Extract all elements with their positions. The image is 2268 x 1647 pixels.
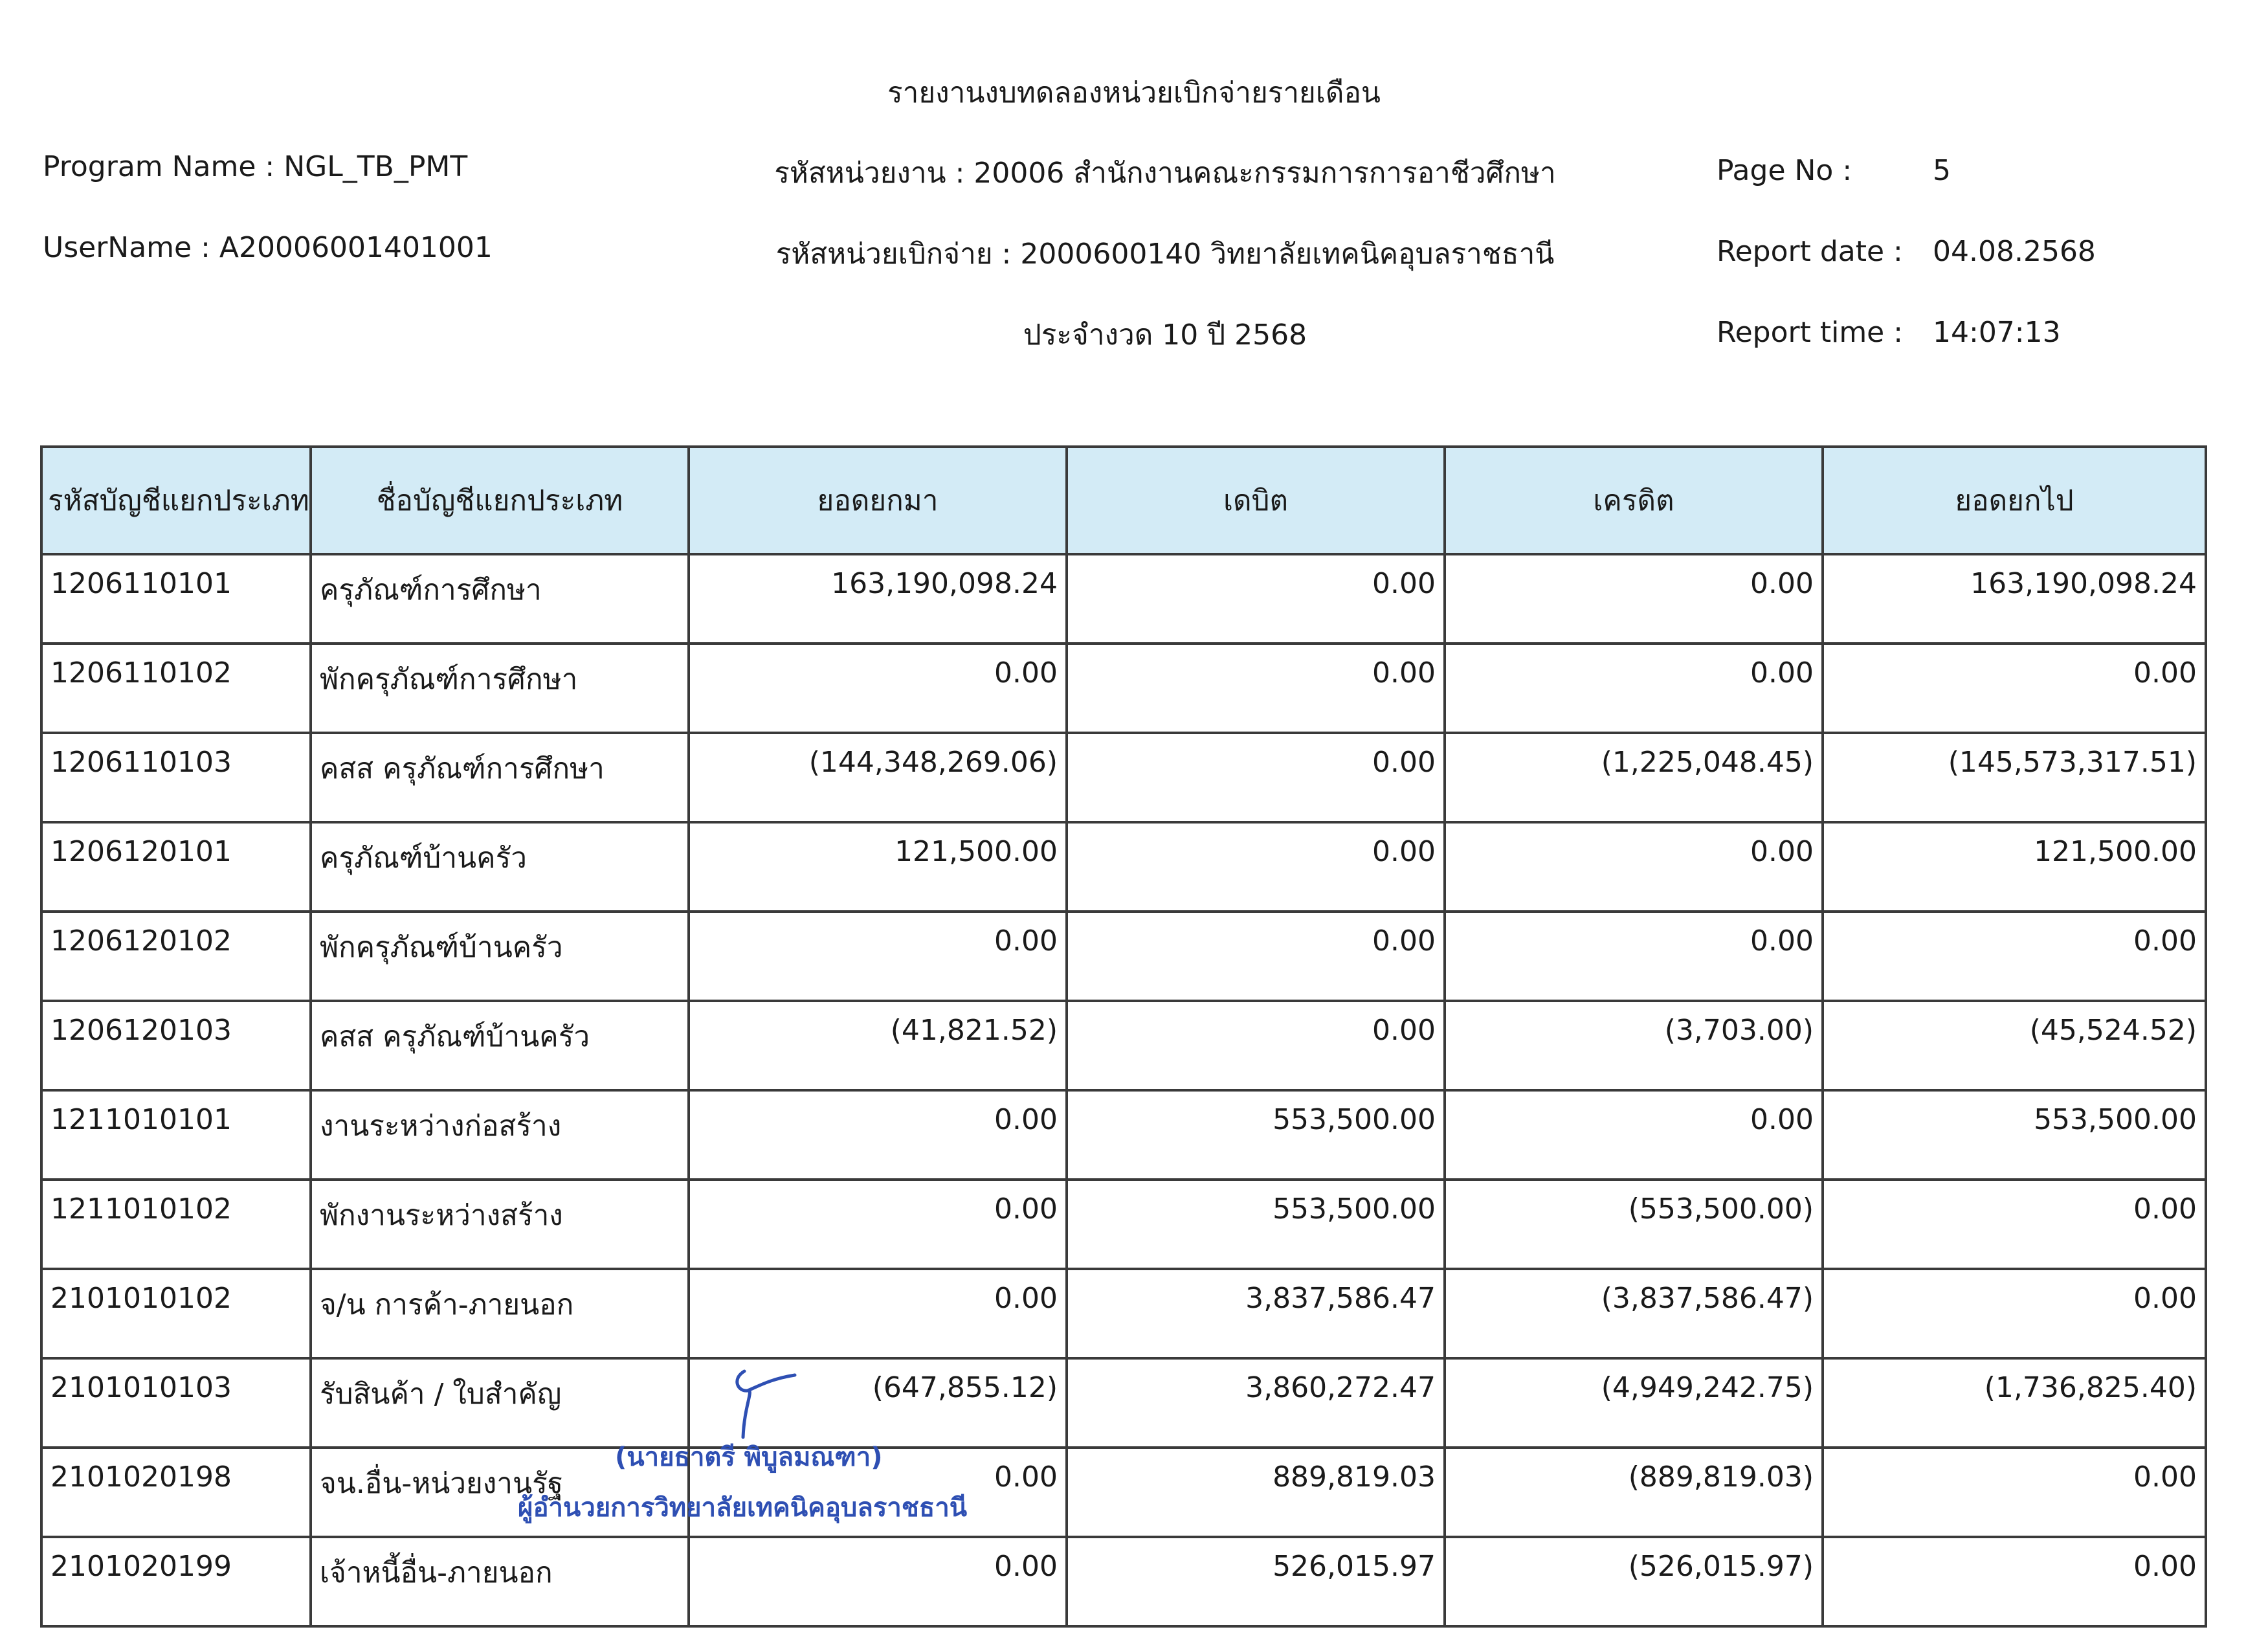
- cell-account-code: 2101020199: [41, 1537, 311, 1626]
- cell-debit: 0.00: [1067, 1001, 1445, 1090]
- cell-opening-balance: 0.00: [689, 1090, 1067, 1180]
- cell-account-name: พักครุภัณฑ์บ้านครัว: [311, 912, 689, 1001]
- cell-debit: 0.00: [1067, 822, 1445, 912]
- cell-credit: (4,949,242.75): [1445, 1358, 1823, 1448]
- cell-opening-balance: 0.00: [689, 1180, 1067, 1269]
- cell-account-code: 1206110103: [41, 733, 311, 822]
- report-date-label: Report date :: [1717, 235, 1903, 268]
- cell-debit: 889,819.03: [1067, 1448, 1445, 1537]
- cell-opening-balance: 0.00: [689, 1269, 1067, 1358]
- cell-account-name: คสส ครุภัณฑ์การศึกษา: [311, 733, 689, 822]
- program-name: Program Name : NGL_TB_PMT: [43, 150, 468, 183]
- table-row: [41, 554, 2206, 644]
- table-row: [41, 1269, 2206, 1358]
- cell-opening-balance: 0.00: [689, 644, 1067, 733]
- cell-debit: 526,015.97: [1067, 1537, 1445, 1626]
- cell-account-name: คสส ครุภัณฑ์บ้านครัว: [311, 1001, 689, 1090]
- cell-credit: (3,837,586.47): [1445, 1269, 1823, 1358]
- cell-opening-balance: 163,190,098.24: [689, 554, 1067, 644]
- cell-account-name: ครุภัณฑ์การศึกษา: [311, 554, 689, 644]
- cell-account-code: 1206120103: [41, 1001, 311, 1090]
- disbursing-unit-line: รหัสหน่วยเบิกจ่าย : 2000600140 วิทยาลัยเทคนิคอุบลราชธานี: [775, 238, 1555, 271]
- page-no-value: 5: [1933, 154, 1951, 187]
- cell-closing-balance: 0.00: [1823, 1269, 2206, 1358]
- cell-debit: 0.00: [1067, 733, 1445, 822]
- cell-closing-balance: (45,524.52): [1823, 1001, 2206, 1090]
- cell-credit: (553,500.00): [1445, 1180, 1823, 1269]
- cell-opening-balance: 0.00: [689, 912, 1067, 1001]
- agency-line: รหัสหน่วยงาน : 20006 สำนักงานคณะกรรมการการอาชีวศึกษา: [774, 157, 1556, 190]
- table-row: [41, 912, 2206, 1001]
- cell-credit: (889,819.03): [1445, 1448, 1823, 1537]
- report-time-value: 14:07:13: [1933, 316, 2061, 349]
- cell-debit: 0.00: [1067, 644, 1445, 733]
- cell-debit: 3,860,272.47: [1067, 1358, 1445, 1448]
- cell-debit: 0.00: [1067, 912, 1445, 1001]
- cell-credit: (3,703.00): [1445, 1001, 1823, 1090]
- cell-credit: 0.00: [1445, 554, 1823, 644]
- cell-account-code: 1206120102: [41, 912, 311, 1001]
- header-closing-balance: ยอดยกไป: [1823, 447, 2206, 554]
- cell-account-code: 2101020198: [41, 1448, 311, 1537]
- table-row: [41, 1537, 2206, 1626]
- cell-closing-balance: (145,573,317.51): [1823, 733, 2206, 822]
- cell-closing-balance: 0.00: [1823, 644, 2206, 733]
- cell-credit: 0.00: [1445, 912, 1823, 1001]
- table-row: [41, 1448, 2206, 1537]
- cell-debit: 553,500.00: [1067, 1090, 1445, 1180]
- cell-account-code: 1206110102: [41, 644, 311, 733]
- cell-closing-balance: 163,190,098.24: [1823, 554, 2206, 644]
- cell-opening-balance: 121,500.00: [689, 822, 1067, 912]
- cell-credit: (1,225,048.45): [1445, 733, 1823, 822]
- header-debit: เดบิต: [1067, 447, 1445, 554]
- table-header-row: [41, 447, 2206, 554]
- cell-closing-balance: 0.00: [1823, 1180, 2206, 1269]
- cell-account-code: 2101010102: [41, 1269, 311, 1358]
- cell-closing-balance: 0.00: [1823, 1537, 2206, 1626]
- cell-credit: (526,015.97): [1445, 1537, 1823, 1626]
- cell-closing-balance: 121,500.00: [1823, 822, 2206, 912]
- cell-account-name: พักครุภัณฑ์การศึกษา: [311, 644, 689, 733]
- cell-account-code: 1206110101: [41, 554, 311, 644]
- cell-opening-balance: 0.00: [689, 1448, 1067, 1537]
- cell-debit: 3,837,586.47: [1067, 1269, 1445, 1358]
- cell-debit: 0.00: [1067, 554, 1445, 644]
- header-credit: เครดิต: [1445, 447, 1823, 554]
- cell-account-name: พักงานระหว่างสร้าง: [311, 1180, 689, 1269]
- header-opening-balance: ยอดยกมา: [689, 447, 1067, 554]
- cell-account-name: ครุภัณฑ์บ้านครัว: [311, 822, 689, 912]
- table-body: [41, 554, 2206, 1626]
- cell-closing-balance: 0.00: [1823, 1448, 2206, 1537]
- cell-closing-balance: 553,500.00: [1823, 1090, 2206, 1180]
- cell-account-code: 2101010103: [41, 1358, 311, 1448]
- cell-opening-balance: (41,821.52): [689, 1001, 1067, 1090]
- cell-account-name: จน.อื่น-หน่วยงานรัฐ: [311, 1448, 689, 1537]
- trial-balance-table: [40, 445, 2207, 1628]
- cell-debit: 553,500.00: [1067, 1180, 1445, 1269]
- cell-account-name: เจ้าหนี้อื่น-ภายนอก: [311, 1537, 689, 1626]
- cell-account-code: 1211010101: [41, 1090, 311, 1180]
- table-row: [41, 1358, 2206, 1448]
- signature-mark: [718, 1366, 809, 1444]
- cell-opening-balance: 0.00: [689, 1537, 1067, 1626]
- cell-account-name: งานระหว่างก่อสร้าง: [311, 1090, 689, 1180]
- page-no-label: Page No :: [1717, 154, 1852, 187]
- cell-account-name: รับสินค้า / ใบสำคัญ: [311, 1358, 689, 1448]
- cell-account-name: จ/น การค้า-ภายนอก: [311, 1269, 689, 1358]
- table-row: [41, 822, 2206, 912]
- table-row: [41, 1001, 2206, 1090]
- table-row: [41, 1090, 2206, 1180]
- table-row: [41, 644, 2206, 733]
- cell-closing-balance: 0.00: [1823, 912, 2206, 1001]
- table-row: [41, 1180, 2206, 1269]
- cell-opening-balance: (647,855.12): [689, 1358, 1067, 1448]
- cell-credit: 0.00: [1445, 822, 1823, 912]
- cell-closing-balance: (1,736,825.40): [1823, 1358, 2206, 1448]
- cell-account-code: 1211010102: [41, 1180, 311, 1269]
- user-name: UserName : A20006001401001: [43, 231, 493, 264]
- cell-credit: 0.00: [1445, 1090, 1823, 1180]
- header-account-code: รหัสบัญชีแยกประเภท: [41, 447, 311, 554]
- report-date-value: 04.08.2568: [1933, 235, 2096, 268]
- report-time-label: Report time :: [1717, 316, 1904, 349]
- signatory-name: (นายธาตรี พิบูลมณฑา): [615, 1442, 883, 1472]
- cell-account-code: 1206120101: [41, 822, 311, 912]
- cell-opening-balance: (144,348,269.06): [689, 733, 1067, 822]
- header-account-name: ชื่อบัญชีแยกประเภท: [311, 447, 689, 554]
- table-row: [41, 733, 2206, 822]
- report-title: รายงานงบทดลองหน่วยเบิกจ่ายรายเดือน: [887, 76, 1381, 109]
- signatory-title: ผู้อำนวยการวิทยาลัยเทคนิคอุบลราชธานี: [518, 1493, 968, 1523]
- period-line: ประจำงวด 10 ปี 2568: [1023, 319, 1307, 352]
- cell-credit: 0.00: [1445, 644, 1823, 733]
